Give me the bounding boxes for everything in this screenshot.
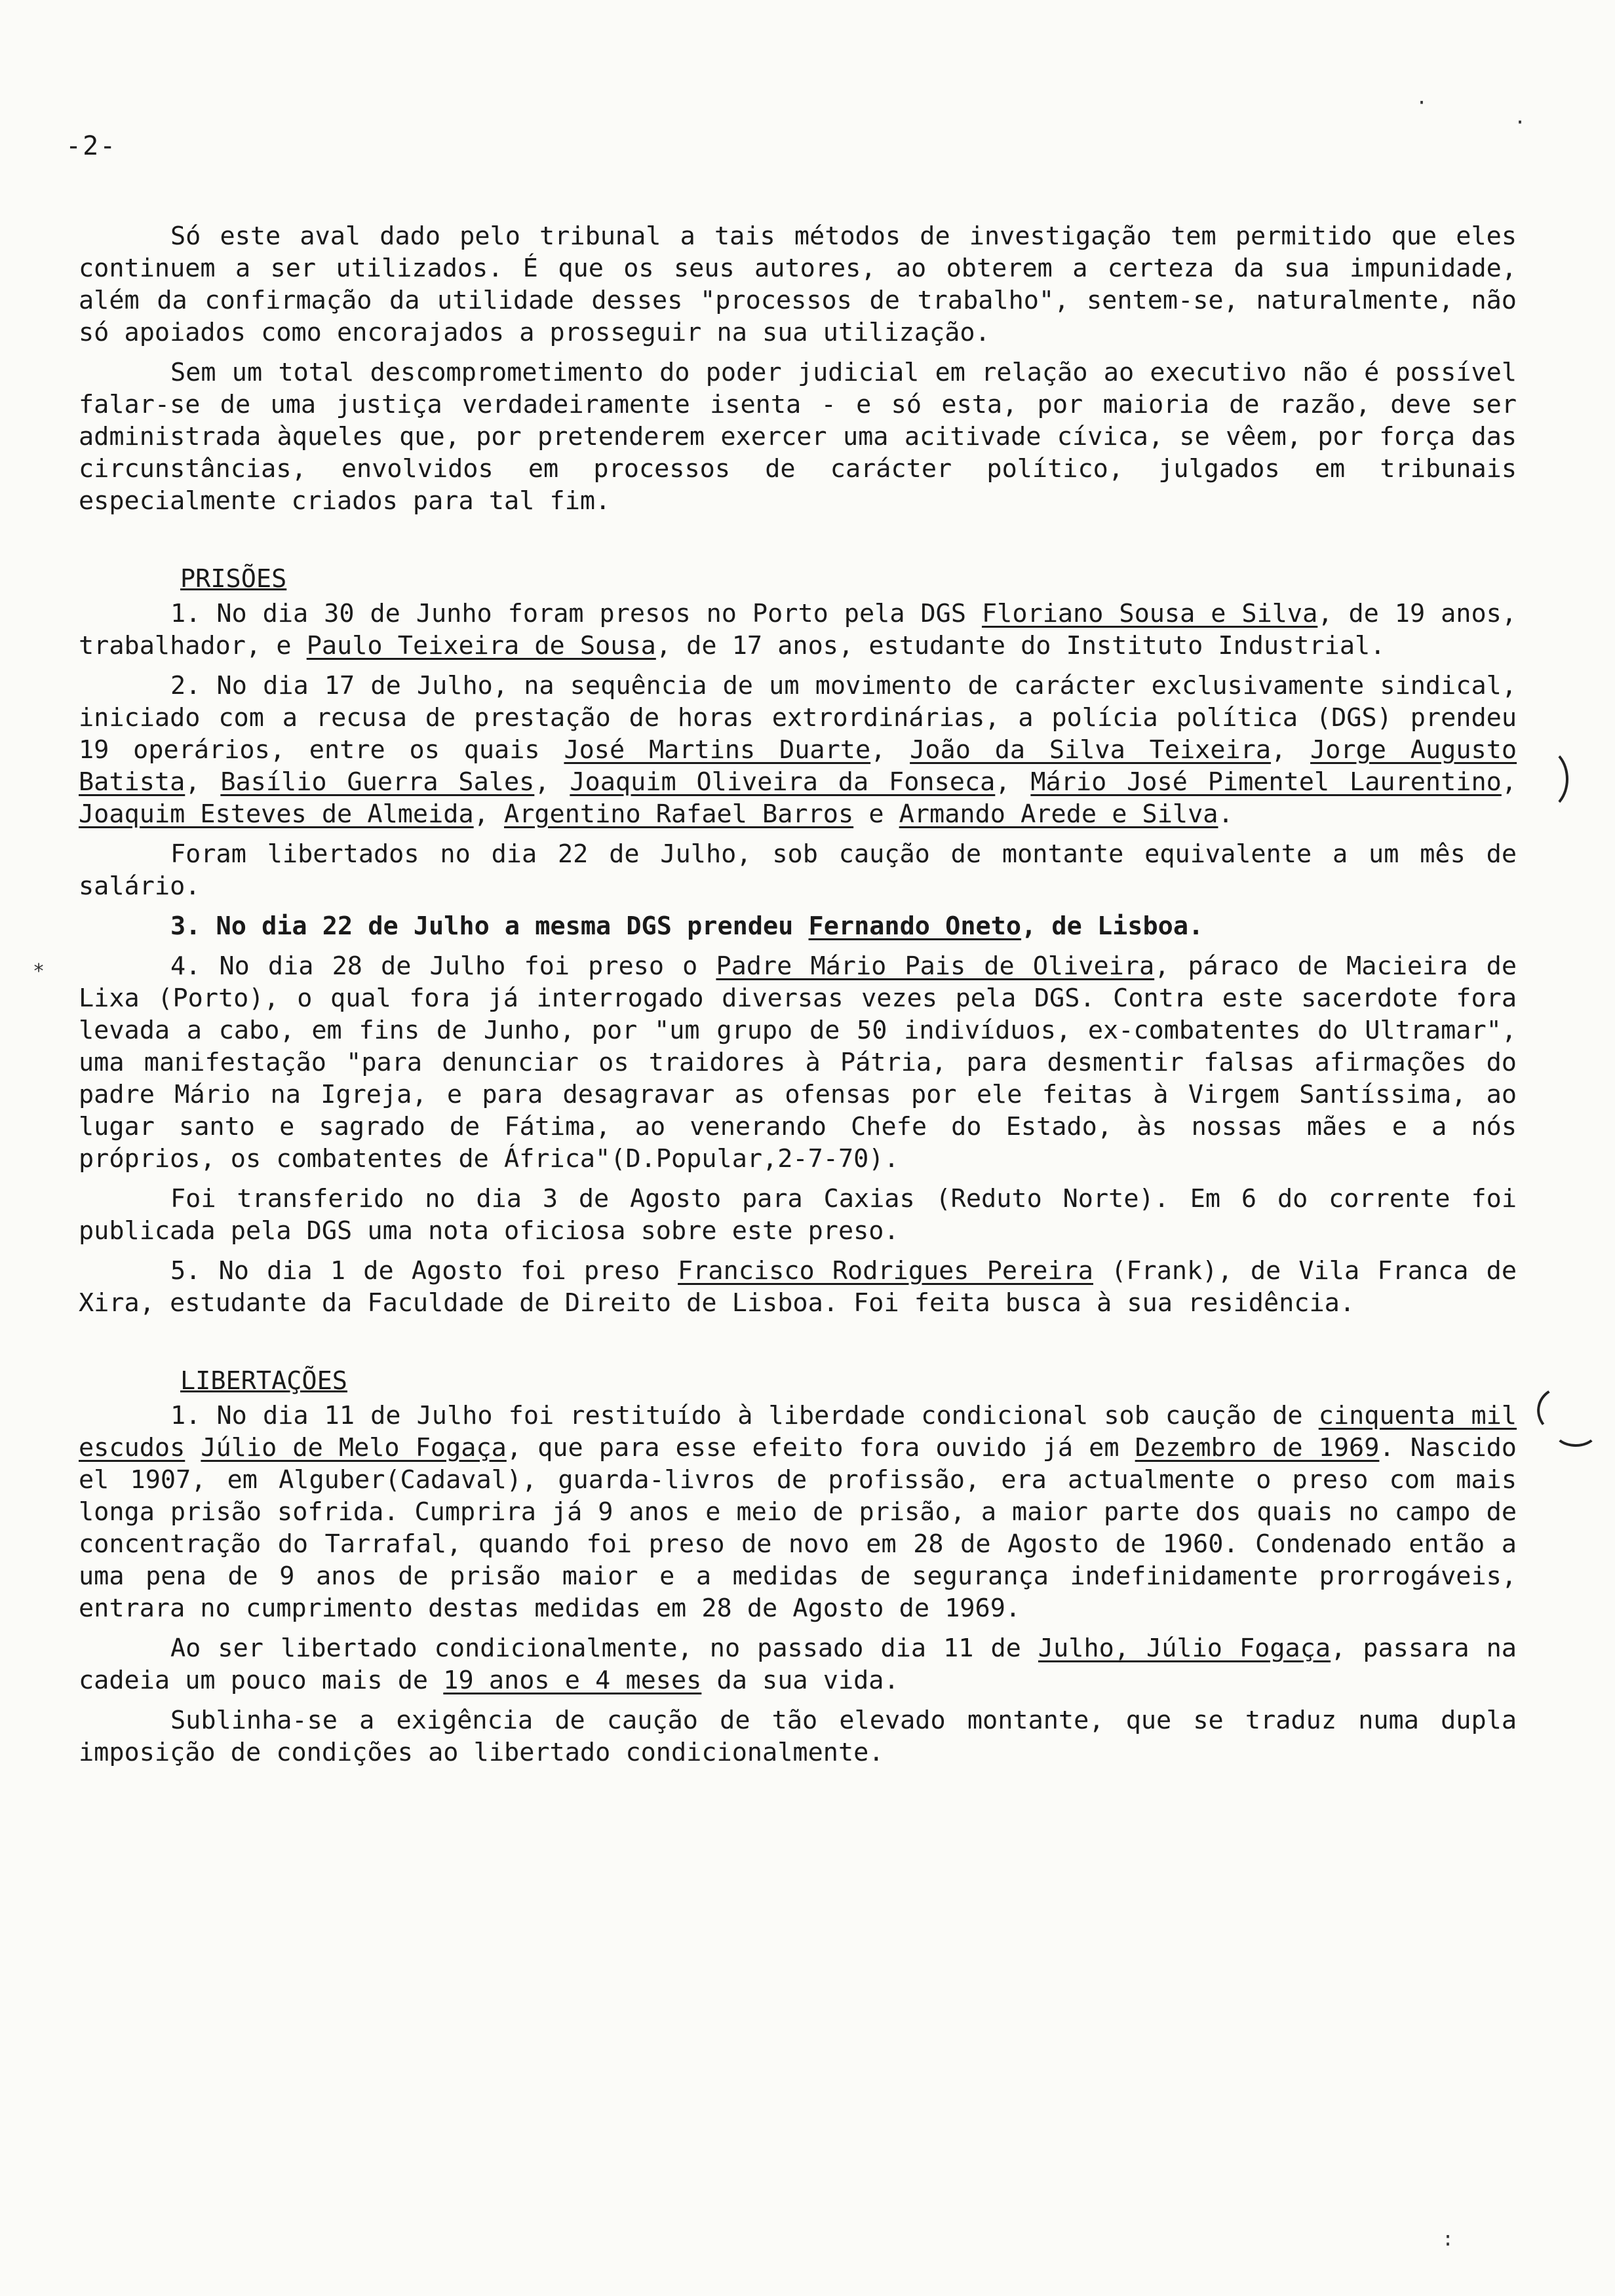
stray-mark: * xyxy=(33,960,45,983)
underlined-amount: cinquenta mil escudos xyxy=(79,1401,1517,1463)
prisoes-item-2 xyxy=(79,670,1517,830)
stray-mark: · xyxy=(1514,111,1527,134)
text-run: 1. No dia 11 de Julho foi restituído à liberdade condicional sob caução de xyxy=(170,1401,1319,1430)
prisoes-item-2-release: Foram libertados no dia 22 de Julho, sob caução de montante equivalente a um mês de salário. xyxy=(79,839,1517,901)
text-run: , de 19 anos, trabalhador, e xyxy=(79,599,1517,660)
text-run: , que para esse efeito fora ouvido já em xyxy=(506,1433,1135,1463)
person-name: Padre Mário Pais de Oliveira xyxy=(716,951,1155,981)
text-run: , páraco de Macieira de Lixa (Porto), o qual fora já interrogado diversas vezes pela DGS. Contra este sacerdote fora levada a cabo, em fins de Junho, por "um grupo de 50 indivíduos, ex-combatentes do Ultramar", uma manifestação "para denunciar os traidores à Pátria, para desmentir falsas afirmações do padre Mário na Igreja, e para desagravar as ofensas por ele feitas à Virgem Santíssima, ao lugar santo e sagrado de Fátima, ao venerando Chefe do Estado, às nossas mães e a nós próprios, os combatentes de África"(D.Popular,2-7-70). xyxy=(79,951,1517,1174)
person-name: Mário José Pimentel Laurentino xyxy=(1030,767,1502,797)
person-name: Basílio Guerra Sales xyxy=(220,767,535,797)
separator: , xyxy=(1501,767,1517,797)
text-run: da sua vida. xyxy=(701,1666,899,1695)
person-name: Argentino Rafael Barros xyxy=(504,799,854,829)
separator: , xyxy=(534,767,570,797)
underlined-name: Julho, Júlio Fogaça xyxy=(1038,1634,1331,1663)
person-name: Jorge Augusto Batista xyxy=(79,735,1517,797)
person-name: Fernando Oneto xyxy=(808,911,1022,941)
stray-mark: · xyxy=(1416,92,1428,115)
separator: , xyxy=(995,767,1031,797)
text-run: 1. No dia 30 de Junho foram presos no Porto pela DGS xyxy=(170,599,982,628)
prisoes-item-3 xyxy=(79,910,1517,942)
page-number: -2- xyxy=(66,131,117,161)
libertacoes-item-1 xyxy=(79,1400,1517,1624)
intro-paragraph-1: Só este aval dado pelo tribunal a tais métodos de investigação tem permitido que eles continuem a ser utilizados. É que os seus autores, ao obterem a certeza da sua impunidade, além da confirmação da utilidade desses "processos de trabalho", sentem-se, naturalmente, não só apoiados como encorajados a prosseguir na sua utilização. xyxy=(79,221,1517,347)
margin-bracket-mark xyxy=(1517,747,1568,811)
underlined-date: Dezembro de 1969 xyxy=(1135,1433,1380,1463)
text-run: , de Lisboa. xyxy=(1021,911,1204,941)
person-name: Joaquim Esteves de Almeida xyxy=(79,799,474,829)
text-run: 2. No dia 17 de Julho, na sequência de um movimento de carácter exclusivamente sindical, iniciado com a recusa de prestação de horas extrordinárias, a polícia política (DGS) prendeu 19 operários, entre os quais xyxy=(79,671,1517,765)
section-heading-libertacoes: LIBERTAÇÕES xyxy=(180,1366,347,1396)
text-run: 5. No dia 1 de Agosto foi preso xyxy=(170,1256,678,1286)
separator: e xyxy=(853,799,899,829)
person-name: Armando Arede e Silva xyxy=(899,799,1218,829)
person-name: Paulo Teixeira de Sousa xyxy=(306,631,656,660)
margin-arc-mark xyxy=(1553,1415,1598,1447)
text-run: . Nascido el 1907, em Alguber(Cadaval), guarda-livros de profissão, era actualmente o preso com mais longa prisão sofrida. Cumprira já 9 anos e meio de prisão, a maior parte dos quais no campo de concentração do Tarrafal, quando foi preso de novo em 28 de Agosto de 1960. Condenado então a uma pena de 9 anos de prisão maior e a medidas de segurança indefinidamente prorrogáveis, entrara no cumprimento destas medidas em 28 de Agosto de 1969. xyxy=(79,1433,1517,1623)
text-run: (Frank), de Vila Franca de Xira, estudante da Faculdade de Direito de Lisboa. Foi feita busca à sua residência. xyxy=(79,1256,1517,1318)
intro-paragraph-2: Sem um total descomprometimento do poder judicial em relação ao executivo não é possível falar-se de uma justiça verdadeiramente isenta - e só esta, por maioria de razão, deve ser administrada àqueles que, por pretenderem exercer uma acitivade cívica, se vêem, por força das circunstâncias, envolvidos em processos de carácter político, julgados em tribunais especialmente criados para tal fim. xyxy=(79,358,1517,516)
person-name: Francisco Rodrigues Pereira xyxy=(678,1256,1093,1286)
libertacoes-item-1-note xyxy=(79,1632,1517,1696)
person-name: Joaquim Oliveira da Fonseca xyxy=(570,767,996,797)
separator: , xyxy=(1271,735,1311,765)
text-run: , de 17 anos, estudante do Instituto Industrial. xyxy=(655,631,1386,660)
text-run: Ao ser libertado condicionalmente, no passado dia 11 de xyxy=(170,1634,1038,1663)
separator: , xyxy=(185,767,221,797)
separator: , xyxy=(473,799,505,829)
person-name: Floriano Sousa e Silva xyxy=(981,599,1318,628)
separator: , xyxy=(870,735,910,765)
libertacoes-closing: Sublinha-se a exigência de caução de tão elevado montante, que se traduz numa dupla imposição de condições ao libertado condicionalmente. xyxy=(79,1706,1517,1767)
text-run: 3. No dia 22 de Julho a mesma DGS prendeu xyxy=(170,911,809,941)
stray-mark: : xyxy=(1442,2228,1454,2251)
person-name: José Martins Duarte xyxy=(564,735,871,765)
text-run: 4. No dia 28 de Julho foi preso o xyxy=(170,951,716,981)
prisoes-item-4 xyxy=(79,950,1517,1175)
prisoes-item-1 xyxy=(79,598,1517,662)
text-run: . xyxy=(1218,799,1234,829)
underlined-duration: 19 anos e 4 meses xyxy=(443,1666,702,1695)
separator xyxy=(185,1433,201,1463)
section-heading-prisoes: PRISÕES xyxy=(180,564,287,594)
text-run: , passara na cadeia um pouco mais de xyxy=(79,1634,1517,1695)
prisoes-item-4-transfer: Foi transferido no dia 3 de Agosto para Caxias (Reduto Norte). Em 6 do corrente foi publicada pela DGS uma nota oficiosa sobre este preso. xyxy=(79,1184,1517,1246)
person-name: Júlio de Melo Fogaça xyxy=(201,1433,507,1463)
person-name: João da Silva Teixeira xyxy=(910,735,1272,765)
prisoes-item-5 xyxy=(79,1255,1517,1319)
